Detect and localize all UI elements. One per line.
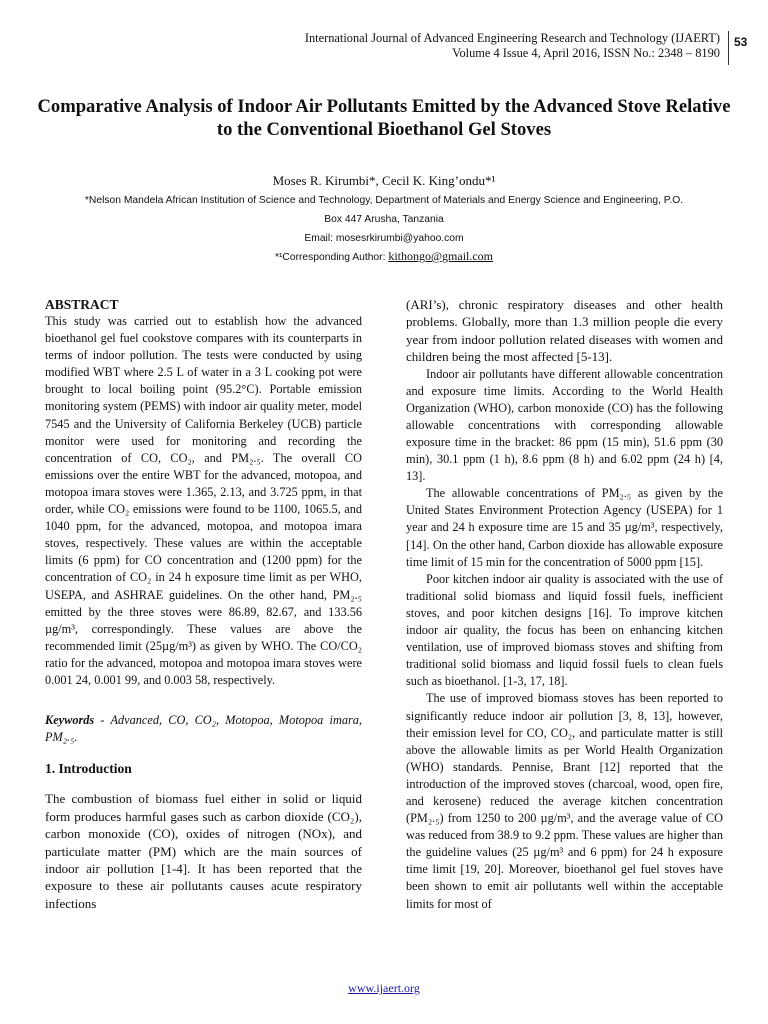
author-list: Moses R. Kirumbi*, Cecil K. King’ondu*¹: [272, 173, 496, 188]
affiliation-line: *Nelson Mandela African Institution of Science and Technology, Department of Materials and Energy Science and Engineering, P.O.: [84, 195, 684, 206]
introduction-heading: 1. Introduction: [45, 761, 132, 777]
left-column: [45, 296, 362, 912]
affiliation-address: Box 447 Arusha, Tanzania: [324, 214, 444, 225]
page-number: 53: [734, 35, 748, 49]
keywords: [45, 712, 362, 746]
keywords-label: Keywords: [45, 713, 95, 728]
intro-paragraph-4: Poor kitchen indoor air quality is associated with the use of traditional solid biomass and liquid fossil fuels, inefficient stoves, and poor kitchen designs [16]. To improve kitchen indoor air quality, the focus has been on enhancing kitchen ventilation, use of improved biomass stoves and shifting from traditional solid biomass and liquid fossil fuels to clean fuels such as bioethanol. [1-3, 17, 18].: [406, 571, 723, 689]
corresponding-author: [30, 247, 738, 267]
volume-info: Volume 4 Issue 4, April 2016, ISSN No.: 2348 – 8190: [452, 46, 720, 60]
intro-paragraph-1-continued: (ARI’s), chronic respiratory diseases and other health problems. Globally, more than 1.3 million people die every year from indoor pollution related diseases with women and children being the most affected [5-13].: [406, 297, 723, 365]
author-email: Email: mosesrkirumbi@yahoo.com: [304, 233, 464, 244]
running-header: [305, 31, 720, 61]
right-column: [406, 296, 723, 913]
paper-title: Comparative Analysis of Indoor Air Pollutants Emitted by the Advanced Stove Relative to the Conventional Bioethanol Gel Stoves: [37, 96, 731, 140]
corresponding-email-link[interactable]: kithongo@gmail.com: [388, 249, 494, 263]
keywords-text: - Advanced, CO, CO₂, Motopoa, Motopoa imara, PM₂.₅.: [45, 713, 362, 745]
abstract-heading: ABSTRACT: [45, 297, 119, 312]
header-divider: [728, 31, 729, 65]
page-footer: [0, 981, 768, 996]
corresponding-author-label: *¹Corresponding Author:: [274, 252, 389, 263]
intro-paragraph-1: The combustion of biomass fuel either in solid or liquid form produces harmful gases such as carbon dioxide (CO₂), carbon monoxide (CO), oxides of nitrogen (NOx), and particulate matter (PM) which are the main sources of indoor air pollution [1-4]. It has been reported that the exposure to these air pollutants causes acute respiratory infections: [45, 791, 362, 911]
intro-paragraph-2: Indoor air pollutants have different allowable concentration and exposure time limits. According to the World Health Organization (WHO), carbon monoxide (CO) has the following allowable concentrations with corresponding allowable exposure time in the bracket: 86 ppm (15 min), 51.6 ppm (30 min), 30.1 ppm (1 h), 8.6 ppm (8 h) and 6.02 ppm (24 h) [4, 13].: [406, 366, 723, 484]
intro-paragraph-3: The allowable concentrations of PM₂.₅ as given by the United States Environment Protection Agency (USEPA) for 1 year and 24 h exposure time are 15 and 35 µg/m³, respectively, [14]. On the other hand, Carbon dioxide has allowable exposure time limit of 15 min for the concentration of 5000 ppm [15].: [406, 486, 723, 569]
abstract-text: This study was carried out to establish how the advanced bioethanol gel fuel cookstove compares with its counterparts in terms of indoor pollution. The tests were conducted by using modified WBT where 2.5 L of water in a 3 L cooking pot were brought to local boiling point (95.2°C). Portable emission monitoring system (PEMS) with indoor air quality meter, model 7545 and the University of California Berkeley (UCB) particle monitor were used for monitoring and recording the concentration of CO, CO₂, and PM₂.₅. The overall CO emissions over the entire WBT for the advanced, motopoa, and motopoa imara stoves were 1.365, 2.13, and 3.725 ppm, in that order, while CO₂ emissions were found to be 1100, 1065.5, and 1040 ppm, for the advanced, motopoa, and motopoa imara stoves, respectively. These values are within the acceptable limits (6 ppm) for CO concentration and (1200 ppm) for the concentration of CO₂ in 24 h exposure time limit as per WHO, USEPA, and ASHRAE guidelines. On the other hand, PM₂.₅ emitted by the three stoves were 86.89, 82.67, and 133.56 µg/m³, correspondingly. These values are above the recommended limit (25µg/m³) as given by WHO. The CO/CO₂ ratio for the advanced, motopoa and motopoa imara stoves were 0.001 24, 0.001 99, and 0.003 58, respectively.: [45, 314, 362, 687]
intro-paragraph-5: The use of improved biomass stoves has been reported to significantly reduce indoor air pollution [3, 8, 13], however, their emission level for CO, CO₂, and particulate matter is still above the allowable limits as per World Health Organization (WHO) standards. Pennise, Brant [12] reported that the introduction of the improved stoves (charcoal, wood, open fire, and kerosene) reduced the average kitchen concentration (PM₂.₅) from 1250 to 200 µg/m³, and the average value of CO was reduced from 38.9 to 9.2 ppm. These values are higher than the guideline values (25 µg/m³ and 6 ppm) for 24 h exposure time limit [19, 20]. Moreover, bioethanol gel fuel stoves have been shown to emit air pollutants well within the acceptable limits for most of: [406, 691, 723, 911]
journal-name: International Journal of Advanced Engineering Research and Technology (IJAERT): [304, 31, 720, 45]
footer-url-link[interactable]: www.ijaert.org: [348, 981, 420, 995]
